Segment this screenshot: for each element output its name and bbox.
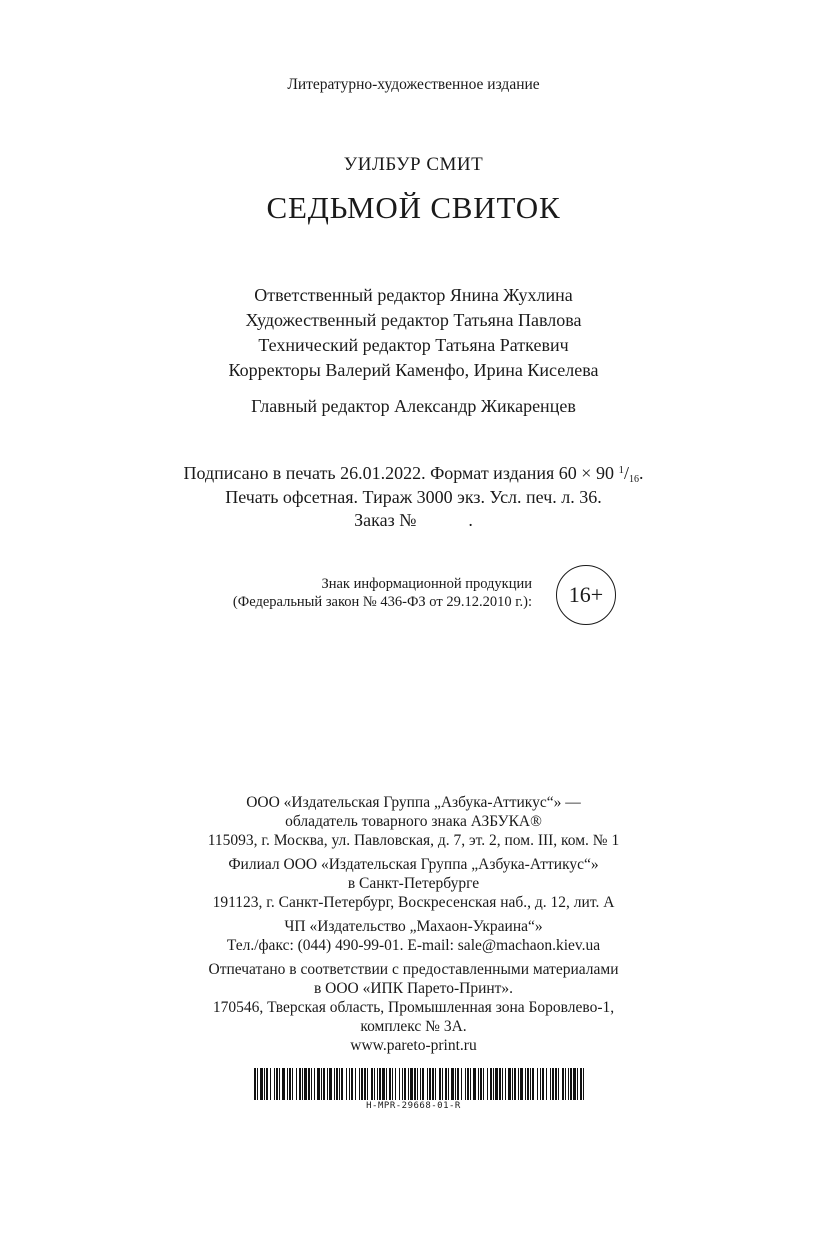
barcode-bar [467, 1068, 469, 1100]
imprint-line: Тел./факс: (044) 490-99-01. E-mail: sale@machaon.kiev.ua [226, 937, 601, 954]
barcode-bar [266, 1068, 268, 1100]
barcode-bar [379, 1068, 381, 1100]
barcode-bar [422, 1068, 424, 1100]
barcode-bar [386, 1068, 387, 1100]
barcode-bar [292, 1068, 293, 1100]
barcode-bar [336, 1068, 338, 1100]
barcode-bar [264, 1068, 265, 1100]
barcode-bar [374, 1068, 375, 1100]
age-rating-block [220, 565, 620, 625]
credit-line: Технический редактор Татьяна Раткевич [258, 335, 569, 355]
barcode-bar [299, 1068, 301, 1100]
barcode-bar [525, 1068, 526, 1100]
barcode-bar [276, 1068, 278, 1100]
barcode-bar [270, 1068, 271, 1100]
barcode-bar [367, 1068, 368, 1100]
barcode-bar [404, 1068, 406, 1100]
barcode-bar [499, 1068, 501, 1100]
barcode-bar [537, 1068, 538, 1100]
author-name: УИЛБУР СМИТ [343, 154, 484, 175]
imprint-line: Филиал ООО «Издательская Группа „Азбука-Аттикус“» [228, 856, 599, 873]
barcode-bar [451, 1068, 454, 1100]
barcode-bar [445, 1068, 447, 1100]
barcode-bar [377, 1068, 378, 1100]
chief-editor-line: Главный редактор Александр Жикаренцев [251, 396, 576, 416]
barcode-bar [439, 1068, 441, 1100]
barcode-bar [359, 1068, 360, 1100]
barcode-bar [532, 1068, 534, 1100]
barcode-bar [389, 1068, 391, 1100]
barcode-code: H-MPR-29668-01-R [366, 1101, 461, 1111]
print-format-text: Подписано в печать 26.01.2022. Формат издания 60 × 90 [183, 463, 614, 483]
fraction-separator: / [623, 463, 629, 483]
barcode-bar [329, 1068, 332, 1100]
barcode-bar [351, 1068, 353, 1100]
edition-type: Литературно-художественное издание [287, 76, 540, 93]
barcode-bar [395, 1068, 396, 1100]
barcode-bar [254, 1068, 256, 1100]
barcode-bar [339, 1068, 340, 1100]
barcode-bar [502, 1068, 503, 1100]
barcode-bar [420, 1068, 421, 1100]
barcode-bar [311, 1068, 312, 1100]
barcode-bar [260, 1068, 263, 1100]
website-line: www.pareto-print.ru [350, 1037, 477, 1054]
barcode-bar [321, 1068, 322, 1100]
barcode-bar [279, 1068, 280, 1100]
barcode-bar [308, 1068, 310, 1100]
barcode-bar [461, 1068, 462, 1100]
barcode-bar [542, 1068, 544, 1100]
barcode-bar [568, 1068, 569, 1100]
barcode-bar [371, 1068, 373, 1100]
barcode-bar [448, 1068, 449, 1100]
barcode-bar [323, 1068, 325, 1100]
fraction-denominator: 16 [628, 474, 639, 485]
barcode-bar [349, 1068, 350, 1100]
barcode-bar [410, 1068, 413, 1100]
barcode-bar [287, 1068, 288, 1100]
imprint-line: обладатель товарного знака АЗБУКА® [285, 813, 542, 830]
barcode-bar [470, 1068, 471, 1100]
barcode-bar [364, 1068, 366, 1100]
barcode-bar [327, 1068, 328, 1100]
barcode-bar [577, 1068, 578, 1100]
book-title: СЕДЬМОЙ СВИТОК [266, 190, 561, 225]
imprint-line: комплекс № 3А. [360, 1018, 467, 1035]
barcode-bar [493, 1068, 494, 1100]
barcode-bar [355, 1068, 356, 1100]
barcode-bar [565, 1068, 566, 1100]
barcode-bar [558, 1068, 559, 1100]
barcode-bar [289, 1068, 291, 1100]
barcode-bar [341, 1068, 343, 1100]
barcode-bar [550, 1068, 551, 1100]
barcode-bar [304, 1068, 307, 1100]
barcode-bar [317, 1068, 320, 1100]
barcode-bar [361, 1068, 363, 1100]
barcode-bar [382, 1068, 385, 1100]
barcode-bar [490, 1068, 492, 1100]
barcode-bar [414, 1068, 416, 1100]
barcode-bar [540, 1068, 541, 1100]
barcode-bar [570, 1068, 572, 1100]
imprint-line: Отпечатано в соответствии с предоставленными материалами [208, 961, 619, 978]
imprint-line: 191123, г. Санкт-Петербург, Воскресенская наб., д. 12, лит. А [212, 894, 615, 911]
imprint-line: в Санкт-Петербурге [347, 875, 480, 892]
order-line [0, 510, 827, 531]
fraction-numerator: 1 [618, 464, 624, 476]
imprint-line: в ООО «ИПК Парето-Принт». [313, 980, 514, 997]
barcode-bar [427, 1068, 428, 1100]
barcode [254, 1068, 584, 1100]
imprint-line: ООО «Издательская Группа „Азбука-Аттикус“» — [246, 794, 581, 811]
barcode-bar [274, 1068, 275, 1100]
barcode-bar [429, 1068, 431, 1100]
barcode-bar [552, 1068, 554, 1100]
barcode-bar [505, 1068, 506, 1100]
barcode-bar [442, 1068, 443, 1100]
barcode-bar [457, 1068, 459, 1100]
barcode-bar [508, 1068, 511, 1100]
barcode-bar [483, 1068, 484, 1100]
print-info-line-1 [0, 463, 827, 485]
barcode-bar [518, 1068, 519, 1100]
barcode-bar [512, 1068, 513, 1100]
barcode-bar [478, 1068, 479, 1100]
barcode-bar [408, 1068, 409, 1100]
barcode-bar [583, 1068, 584, 1100]
barcode-bar [435, 1068, 436, 1100]
barcode-bar [555, 1068, 557, 1100]
barcode-bar [514, 1068, 516, 1100]
barcode-bar [530, 1068, 531, 1100]
barcode-bar [573, 1068, 576, 1100]
credit-line: Ответственный редактор Янина Жухлина [254, 285, 573, 305]
fraction-end: . [638, 463, 644, 483]
barcode-bar [257, 1068, 258, 1100]
barcode-bar [346, 1068, 347, 1100]
credit-line: Художественный редактор Татьяна Павлова [245, 310, 582, 330]
barcode-bar [402, 1068, 403, 1100]
age-rating-line-2: (Федеральный закон № 436-ФЗ от 29.12.2010 г.): [232, 594, 532, 610]
barcode-bar [520, 1068, 523, 1100]
order-label: Заказ № [354, 510, 417, 530]
age-rating-badge: 16+ [556, 565, 616, 625]
age-rating-line-1: Знак информационной продукции [321, 576, 532, 592]
barcode-bar [527, 1068, 529, 1100]
barcode-bar [473, 1068, 476, 1100]
barcode-bar [302, 1068, 303, 1100]
barcode-bar [562, 1068, 564, 1100]
barcode-bar [487, 1068, 488, 1100]
print-info-line-2: Печать офсетная. Тираж 3000 экз. Усл. печ. л. 36. [225, 487, 602, 507]
barcode-bar [432, 1068, 434, 1100]
barcode-bar [314, 1068, 315, 1100]
barcode-bar [455, 1068, 456, 1100]
barcode-bar [546, 1068, 547, 1100]
barcode-bar [465, 1068, 466, 1100]
imprint-line: 170546, Тверская область, Промышленная зона Боровлево-1, [212, 999, 615, 1016]
barcode-bar [334, 1068, 335, 1100]
barcode-bar [580, 1068, 582, 1100]
order-end: . [468, 510, 473, 530]
credit-line: Корректоры Валерий Каменфо, Ирина Киселева [228, 360, 599, 380]
barcode-bar [480, 1068, 482, 1100]
barcode-bar [399, 1068, 400, 1100]
barcode-bar [392, 1068, 393, 1100]
imprint-line: 115093, г. Москва, ул. Павловская, д. 7, эт. 2, пом. III, ком. № 1 [207, 832, 620, 849]
imprint-line: ЧП «Издательство „Махаон-Украина“» [284, 918, 543, 935]
barcode-bar [417, 1068, 418, 1100]
barcode-bar [282, 1068, 285, 1100]
barcode-bar [296, 1068, 297, 1100]
age-rating-text [233, 575, 532, 611]
barcode-bar [495, 1068, 498, 1100]
